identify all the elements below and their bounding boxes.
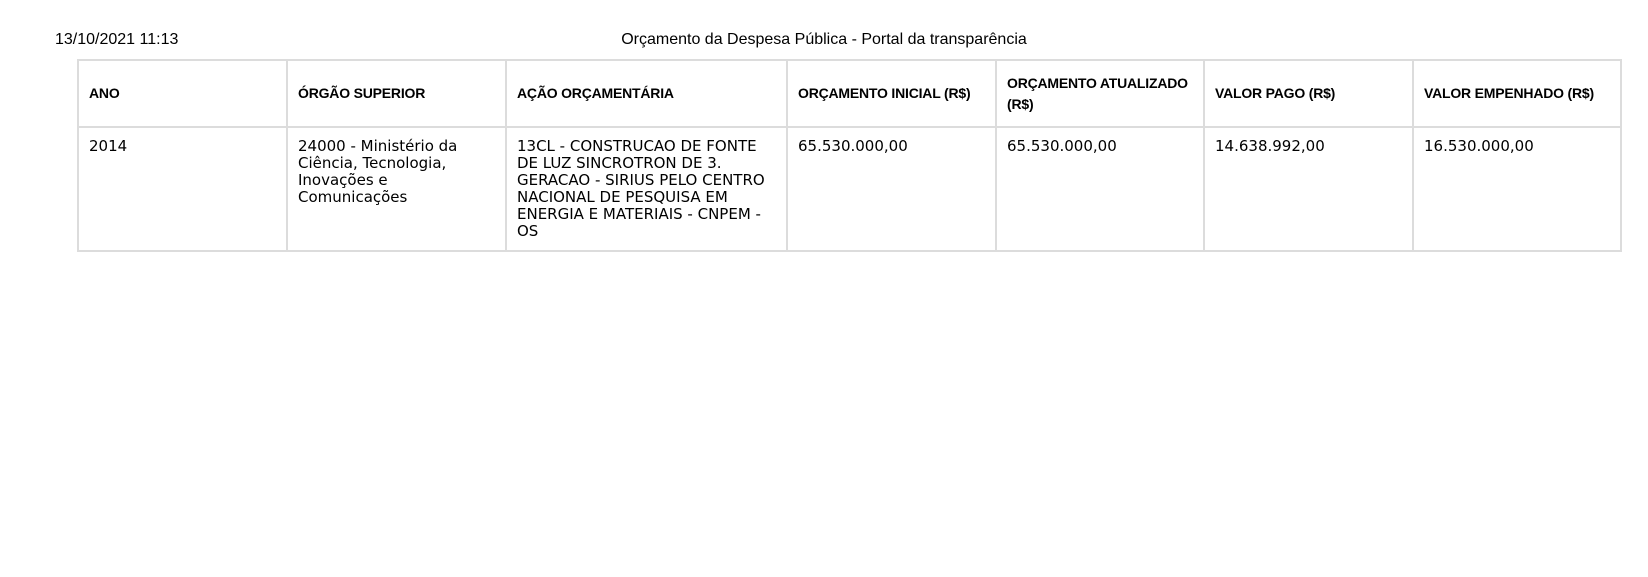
cell-ano: 2014 xyxy=(78,127,287,251)
column-header-valor-pago: VALOR PAGO (R$) xyxy=(1204,60,1413,127)
column-header-orcamento-atualizado: ORÇAMENTO ATUALIZADO (R$) xyxy=(996,60,1204,127)
print-datetime: 13/10/2021 11:13 xyxy=(55,31,179,48)
column-header-acao-orcamentaria: AÇÃO ORÇAMENTÁRIA xyxy=(506,60,787,127)
table-header xyxy=(78,60,1621,127)
cell-orcamento-inicial: 65.530.000,00 xyxy=(787,127,996,251)
page-title: Orçamento da Despesa Pública - Portal da transparência xyxy=(621,31,1027,48)
column-header-valor-empenhado: VALOR EMPENHADO (R$) xyxy=(1413,60,1621,127)
column-header-orcamento-inicial: ORÇAMENTO INICIAL (R$) xyxy=(787,60,996,127)
cell-orcamento-atualizado: 65.530.000,00 xyxy=(996,127,1204,251)
column-header-ano: ANO xyxy=(78,60,287,127)
budget-table-container xyxy=(77,59,1620,252)
cell-acao-orcamentaria: 13CL - CONSTRUCAO DE FONTE DE LUZ SINCROTRON DE 3. GERACAO - SIRIUS PELO CENTRO NACIONAL DE PESQUISA EM ENERGIA E MATERIAIS - CNPEM - OS xyxy=(506,127,787,251)
table-body xyxy=(78,127,1621,251)
table-row xyxy=(78,127,1621,251)
column-header-orgao-superior: ÓRGÃO SUPERIOR xyxy=(287,60,506,127)
cell-valor-empenhado: 16.530.000,00 xyxy=(1413,127,1621,251)
budget-table xyxy=(77,59,1622,252)
cell-valor-pago: 14.638.992,00 xyxy=(1204,127,1413,251)
cell-orgao-superior: 24000 - Ministério da Ciência, Tecnologia, Inovações e Comunicações xyxy=(287,127,506,251)
header-row xyxy=(78,60,1621,127)
